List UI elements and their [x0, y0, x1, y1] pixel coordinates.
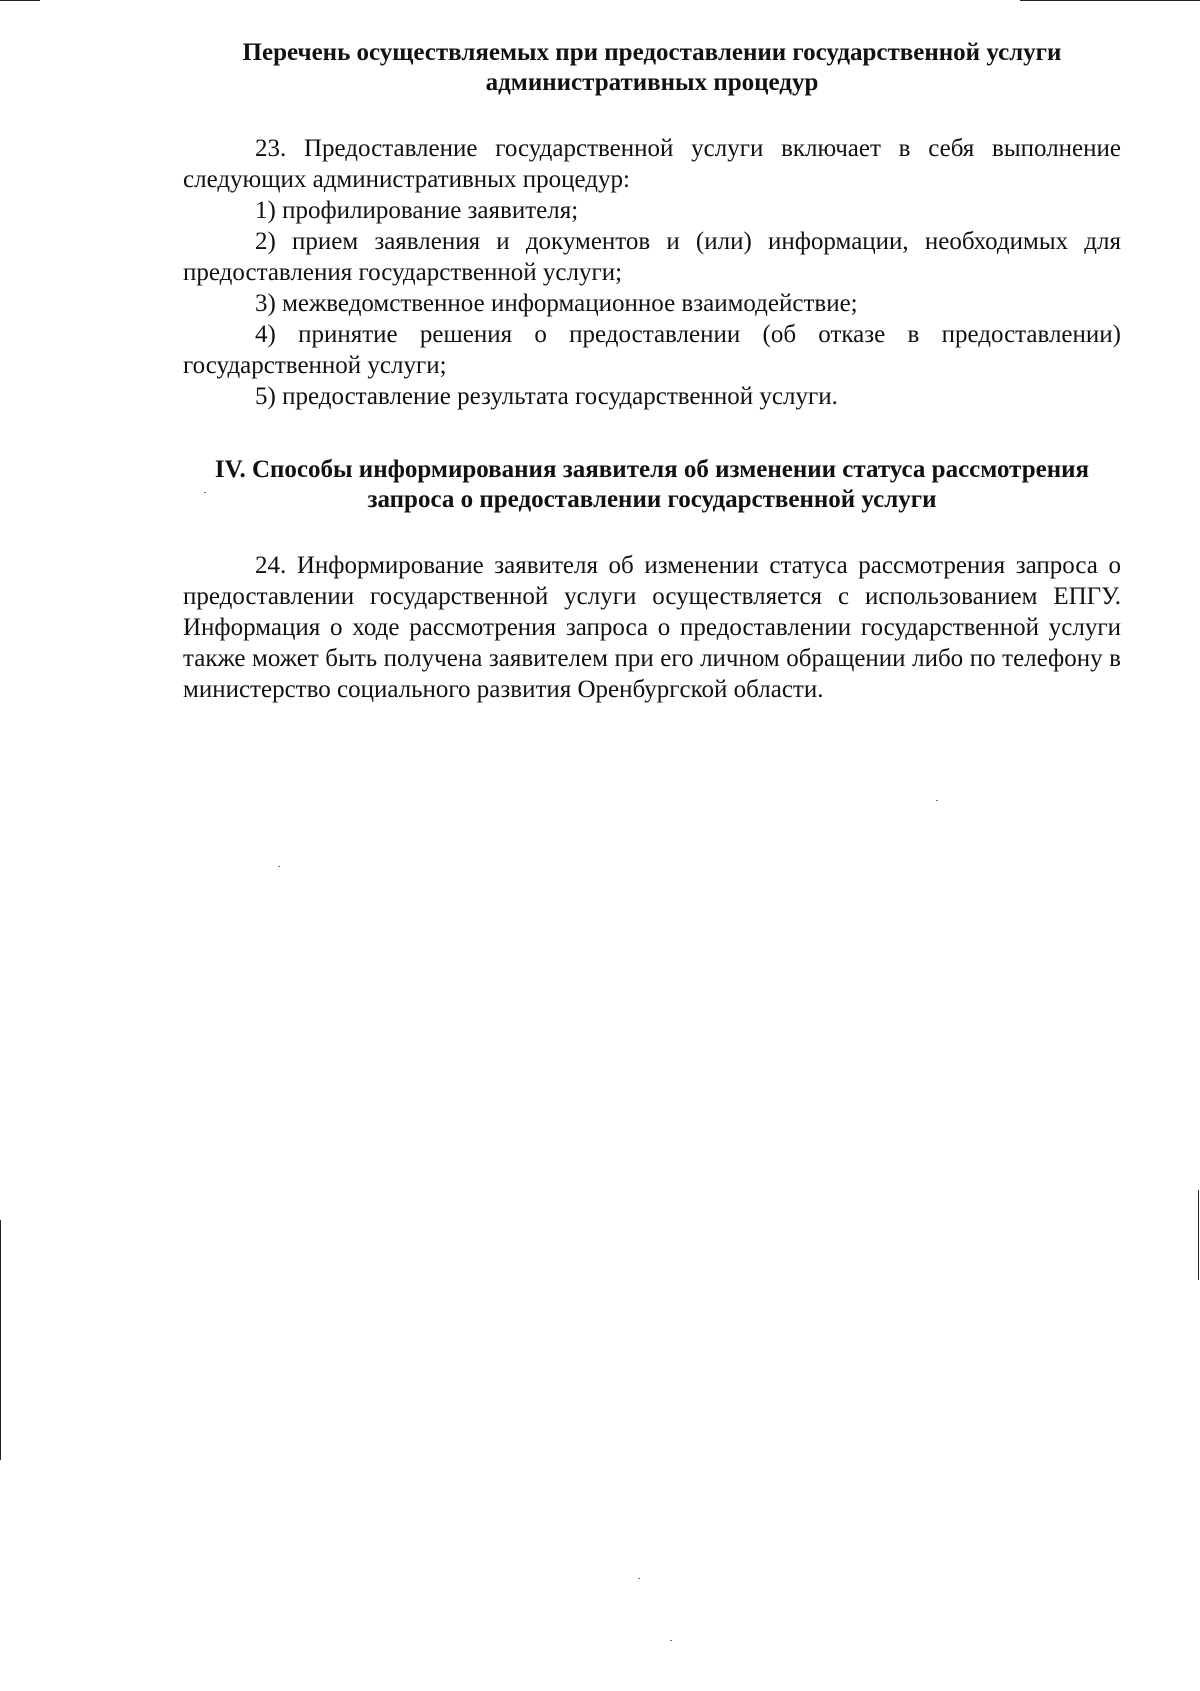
scan-speck: [936, 800, 938, 801]
scan-edge-top-right: [1020, 0, 1200, 1]
section-heading-iv: IV. Способы информирования заявителя об изменении статуса рассмотрения запроса о предоставлении государственной услуги: [214, 456, 1090, 513]
scan-edge-left: [0, 1220, 1, 1460]
list-item: 2) прием заявления и документов и (или) информации, необходимых для предоставления государственной услуги;: [183, 228, 1121, 286]
scan-speck: [670, 1640, 672, 1641]
scan-edge-top-left: [0, 0, 40, 1]
paragraph-23: 23. Предоставление государственной услуги включает в себя выполнение следующих административных процедур:: [183, 135, 1121, 193]
document-body: [183, 30, 1121, 705]
list-item: 1) профилирование заявителя;: [255, 197, 579, 224]
scan-edge-right: [1198, 1190, 1199, 1280]
paragraph-24: 24. Информирование заявителя об изменении статуса рассмотрения запроса о предоставлении государственной услуги осуществляется с использованием ЕПГУ. Информация о ходе рассмотрения запроса о предоставлении государственной услуги также может быть получена заявителем при его личном обращении либо по телефону в министерство социального развития Оренбургской области.: [183, 552, 1121, 703]
section-heading-procedures: Перечень осуществляемых при предоставлении государственной услуги административных процедур: [242, 39, 1062, 96]
list-item: 4) принятие решения о предоставлении (об отказе в предоставлении) государственной услуги;: [183, 321, 1121, 379]
scan-speck: [638, 1578, 640, 1579]
list-item: 3) межведомственное информационное взаимодействие;: [255, 290, 858, 317]
list-item: 5) предоставление результата государственной услуги.: [255, 383, 838, 410]
scan-speck: [278, 866, 280, 867]
